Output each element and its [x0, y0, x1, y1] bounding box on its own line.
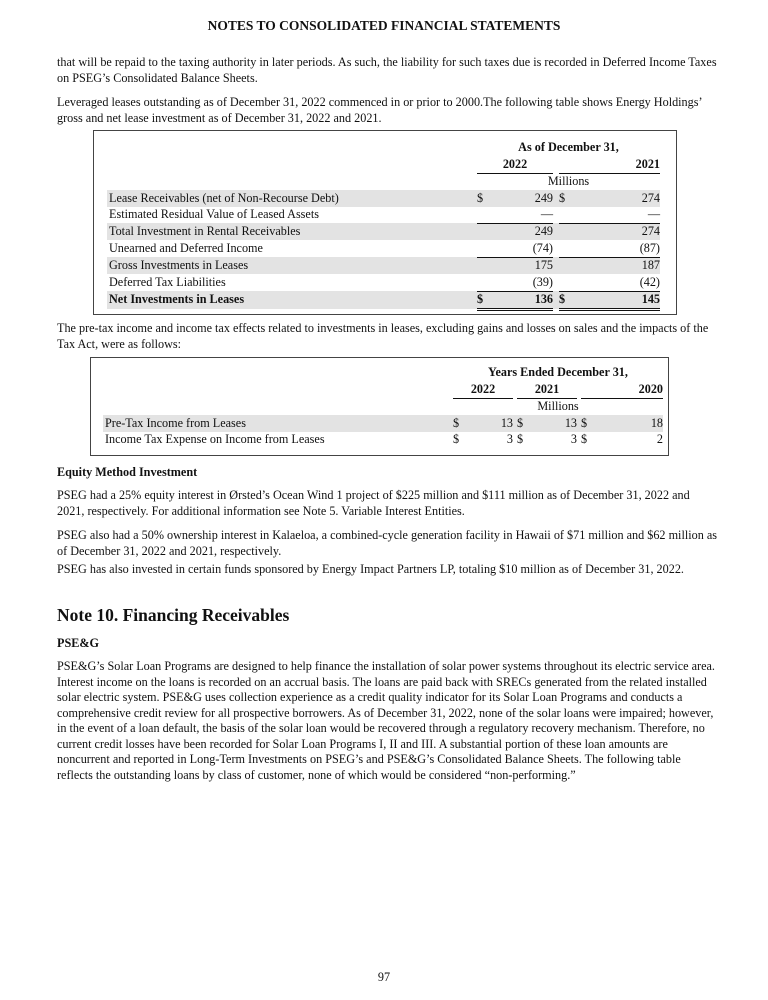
table-row	[107, 240, 660, 257]
table-row	[107, 223, 660, 240]
cell-d1: $	[477, 190, 491, 206]
cell-d2	[559, 240, 573, 257]
paragraph: that will be repaid to the taxing authority in later periods. As such, the liability for such taxes due is recorded in Deferred Income Taxes on PSEG’s Consolidated Balance Sheets.	[57, 55, 717, 85]
table-row	[103, 432, 663, 448]
cell-v1: —	[491, 207, 553, 224]
cell-v2: 3	[570, 432, 577, 446]
cell-d1: $	[453, 432, 460, 446]
table-title: As of December 31,	[518, 140, 619, 155]
cell-label: Gross Investments in Leases	[107, 257, 477, 274]
lease-income-table	[103, 365, 663, 448]
cell-v3: 18	[595, 415, 663, 431]
cell-v2: 274	[573, 190, 660, 206]
cell-v1: 3	[506, 432, 513, 446]
table-row	[107, 190, 660, 206]
note-heading: Note 10. Financing Receivables	[57, 605, 290, 625]
cell-d2: $	[517, 415, 531, 431]
cell-v3: 2	[656, 432, 663, 446]
cell-d2	[559, 207, 573, 224]
cell-d3: $	[581, 415, 595, 431]
cell-d2	[559, 274, 573, 291]
cell-v1: 249	[491, 190, 553, 206]
column-header: 2022	[453, 381, 513, 398]
cell-d3: $	[581, 432, 588, 446]
column-header: 2021	[559, 156, 660, 173]
page-header: NOTES TO CONSOLIDATED FINANCIAL STATEMENTS	[207, 18, 561, 33]
column-header: 2020	[581, 381, 663, 398]
cell-d1	[477, 257, 491, 274]
table-row	[107, 274, 660, 291]
paragraph: PSEG also had a 50% ownership interest in Kalaeloa, a combined-cycle generation facility in Hawaii of $71 million and $62 million as of December 31, 2022 and 2021, respectively.	[57, 528, 717, 558]
paragraph: PSE&G’s Solar Loan Programs are designed to help finance the installation of solar power systems throughout its electric service area. Interest income on the loans is recorded on an accrual basis. The loans are paid back with SRECs generated from the related installed solar electric system. PSE&G uses collection experience as a credit quality indicator for its Solar Loan Programs and conducts a comprehensive credit review for all prospective borrowers. As of December 31, 2022, none of the solar loans were impaired; however, in the event of a loan default, the basis of the solar loan would be recovered through a regulatory recovery mechanism. Therefore, no current credit losses have been recorded for Solar Loan Programs I, II and III. A substantial portion of these loan amounts are noncurrent and reported in Long-Term Investments on PSEG’s and PSE&G’s Consolidated Balance Sheets. The following table reflects the outstanding loans by class of customer, none of which would be considered “non-performing.”	[57, 659, 715, 782]
paragraph: PSEG had a 25% equity interest in Ørsted’s Ocean Wind 1 project of $225 million and $111 million as of December 31, 2022 and 2021, respectively. For additional information see Note 5. Variable Interest Entities.	[57, 488, 690, 518]
cell-d1: $	[477, 291, 491, 309]
cell-v2: (87)	[573, 240, 660, 257]
cell-v2: 145	[573, 291, 660, 309]
cell-label: Net Investments in Leases	[107, 291, 477, 309]
table-row	[107, 291, 660, 309]
cell-label: Pre-Tax Income from Leases	[103, 415, 453, 431]
paragraph: Leveraged leases outstanding as of December 31, 2022 commenced in or prior to 2000.The following table shows Energy Holdings’ gross and net lease investment as of December 31, 2022 and 2021.	[57, 95, 702, 125]
cell-d1	[477, 223, 491, 240]
column-header: 2021	[517, 381, 577, 398]
units-label: Millions	[547, 174, 590, 189]
cell-v2: 274	[573, 223, 660, 240]
cell-v1: 175	[491, 257, 553, 274]
cell-d2	[559, 257, 573, 274]
cell-label: Lease Receivables (net of Non-Recourse Debt)	[107, 190, 477, 206]
paragraph: PSEG has also invested in certain funds sponsored by Energy Impact Partners LP, totaling $10 million as of December 31, 2022.	[57, 562, 684, 576]
section-heading: PSE&G	[57, 636, 99, 650]
cell-v2: (42)	[573, 274, 660, 291]
cell-v2: 187	[573, 257, 660, 274]
cell-v2: 13	[531, 415, 577, 431]
cell-d1	[477, 240, 491, 257]
paragraph: The pre-tax income and income tax effects related to investments in leases, excluding gains and losses on sales and the impacts of the Tax Act, were as follows:	[57, 321, 709, 351]
cell-v1: 249	[491, 223, 553, 240]
cell-label: Deferred Tax Liabilities	[109, 274, 226, 289]
cell-d1	[477, 207, 491, 224]
section-heading: Equity Method Investment	[57, 465, 198, 479]
cell-v1: 136	[491, 291, 553, 309]
table-row	[103, 415, 663, 431]
units-label: Millions	[537, 399, 579, 414]
cell-v1: 13	[467, 415, 513, 431]
cell-v1: (74)	[491, 240, 553, 257]
column-header: 2022	[477, 156, 553, 173]
lease-investment-table	[107, 140, 660, 311]
table-title: Years Ended December 31,	[488, 365, 628, 380]
table-row	[107, 207, 660, 224]
cell-d2: $	[559, 190, 573, 206]
cell-label: Unearned and Deferred Income	[109, 241, 263, 256]
cell-d1	[477, 274, 491, 291]
cell-d2: $	[559, 291, 573, 309]
cell-d2	[559, 223, 573, 240]
cell-d1: $	[453, 415, 467, 431]
cell-label: Total Investment in Rental Receivables	[107, 223, 477, 240]
cell-v1: (39)	[491, 274, 553, 291]
page-number: 97	[377, 970, 391, 984]
table-row	[107, 257, 660, 274]
cell-d2: $	[517, 432, 524, 446]
cell-label: Income Tax Expense on Income from Leases	[105, 432, 325, 446]
cell-v2: —	[573, 207, 660, 224]
cell-label: Estimated Residual Value of Leased Assets	[109, 207, 319, 222]
